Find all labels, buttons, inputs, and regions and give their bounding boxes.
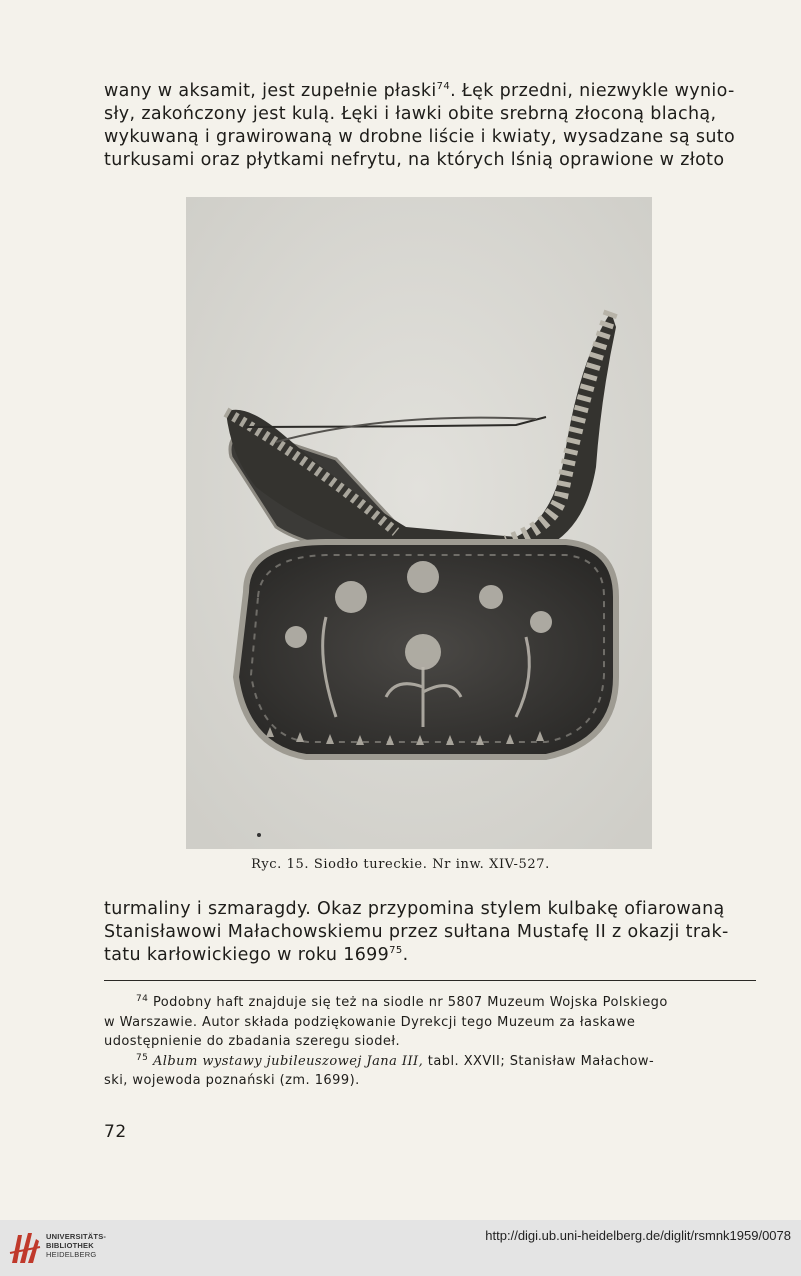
saddle-image [186,197,652,849]
album-title: Album wystawy jubileuszowej Jana III, [152,1053,424,1069]
text-line: wykuwaną i grawirowaną w drobne liście i kwiaty, wysadzane są suto [104,127,736,147]
text-line: tatu karłowickiego w roku 1699$^{75}$. [104,945,409,965]
saddle-photograph [186,197,652,849]
footnote-mark: 74 [136,994,149,1004]
footnote-line: ski, wojewoda poznański (zm. 1699). [104,1073,360,1088]
footnote-line: udostępnienie do zbadania szeregu siodeł. [104,1034,401,1049]
footnote-divider [104,980,756,981]
figure-caption: Ryc. 15. Siodło tureckie. Nr inw. XIV-527. [251,857,550,872]
heidelberg-library-logo-icon[interactable] [8,1229,42,1267]
footnotes [104,993,756,1091]
library-name: UNIVERSITÄTS- BIBLIOTHEK HEIDELBERG [46,1232,107,1259]
text-line: wany w aksamit, jest zupełnie płaski$^{74}$. Łęk przedni, niezwykle wynio- [104,81,735,101]
footnote-75: $^{75}$ Album wystawy jubileuszowej Jana III, tabl. XXVII; Stanisław Małachow- [136,1052,655,1069]
body-paragraph-2 [104,898,756,967]
text-line: turkusami oraz płytkami nefrytu, na których lśnią oprawione w złoto [104,150,725,170]
page-number: 72 [104,1122,127,1142]
text-line: Stanisławowi Małachowskiemu przez sułtana Mustafę II z okazji trak- [104,922,729,942]
footnote-ref-75[interactable]: 75 [389,945,403,956]
footnote-mark: 75 [136,1052,149,1063]
text-line: turmaliny i szmaragdy. Okaz przypomina stylem kulbakę ofiarowaną [104,899,725,919]
source-url-link[interactable]: http://digi.ub.uni-heidelberg.de/diglit/rsmnk1959/0078 [485,1228,791,1243]
text-line: sły, zakończony jest kulą. Łęki i ławki obite srebrną złoconą blachą, [104,104,717,124]
footnote-ref-74[interactable]: 74 [436,81,451,92]
footnote-line: w Warszawie. Autor składa podziękowanie Dyrekcji tego Muzeum za łaskawe [104,1014,636,1030]
body-paragraph-1 [104,80,756,172]
digitization-footer [0,1220,801,1276]
footnote-74: $^{74}$ Podobny haft znajduje się też na siodle nr 5807 Muzeum Wojska Polskiego [136,994,668,1010]
